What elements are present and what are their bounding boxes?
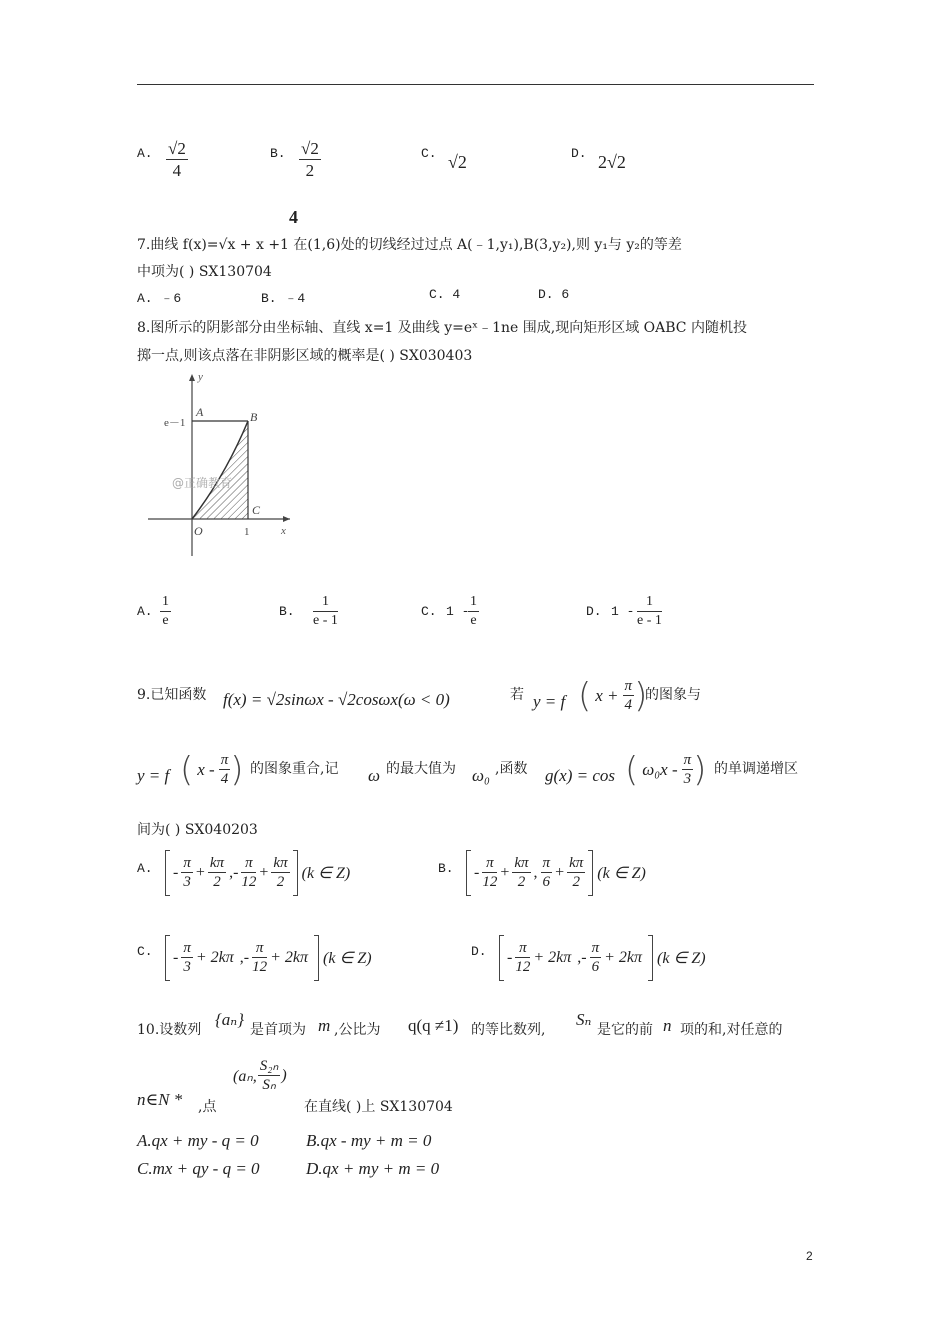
x-axis-label: x: [281, 525, 286, 537]
q8-option-b-label: B.: [279, 604, 295, 619]
right-bracket: [648, 935, 653, 981]
q8-option-a-value: $\frac{1}{e}$: [162, 594, 169, 628]
q8-option-c-label: C.: [421, 604, 437, 619]
q9-pi-over-4: $\frac{\pi}{4}$: [624, 677, 633, 713]
q9-tail3: 的最大值为: [386, 761, 456, 777]
q10-sequence: {aₙ}: [215, 1010, 244, 1029]
left-paren: (: [180, 750, 194, 790]
q6-option-b-label: B.: [270, 146, 286, 161]
point-c-label: C: [252, 503, 261, 517]
q8-option-d-prefix: 1 -: [611, 604, 635, 619]
left-paren: (: [578, 676, 592, 716]
q10-option-b: B.qx - my + m = 0: [306, 1131, 432, 1150]
y-axis-label: y: [198, 371, 203, 383]
q6-option-d-label: D.: [571, 146, 587, 161]
q10-n: n: [663, 1016, 672, 1035]
q7-question-line1: 7.曲线 f(x)=√x + x +1 在(1,6)处的切线经过过点 A(﹣1,y₁),B(3,y₂),则 y₁与 y₂的等差: [137, 237, 682, 253]
q9-option-d-value: - $\frac{\pi}{12}$ + 2kπ ,- $\frac{\pi}{6}$ + 2kπ (k ∈ Z): [499, 935, 706, 981]
x-one-label: 1: [244, 526, 250, 538]
q9-tail4: ,函数: [495, 761, 528, 777]
left-paren: (: [625, 750, 639, 790]
q10-intro: 10.设数列: [137, 1022, 202, 1038]
q9-g-arg-group: [625, 750, 706, 790]
q9-if: 若: [510, 687, 524, 703]
q7-option-d: D. 6: [538, 287, 570, 302]
q9-omega: ω: [368, 766, 381, 785]
q10-m: m: [318, 1016, 331, 1035]
q9-option-b-label: B.: [438, 861, 454, 876]
q9-function: f(x) = √2sinωx - √2cosωx(ω < 0): [223, 690, 450, 709]
x-axis-arrow: [283, 516, 290, 522]
q9-shift-plus-group: [578, 676, 647, 716]
q9-omega0: ω₀: [472, 766, 490, 785]
left-bracket: [165, 850, 170, 896]
q9-g-cos: g(x) = cos: [545, 766, 616, 785]
q7-question-line2: 中项为( ) SX130704: [137, 264, 272, 280]
right-paren: ): [634, 676, 648, 716]
q10-text-1: 是首项为: [250, 1022, 306, 1038]
q7-option-c: C. 4: [429, 287, 461, 302]
q9-tail2: 的图象重合,记: [250, 761, 339, 777]
q8-option-d-value: $\frac{1}{e - 1}$: [637, 594, 662, 628]
q9-option-a-label: A.: [137, 861, 153, 876]
right-bracket: [293, 850, 298, 896]
q9-pi-over-3: $\frac{\pi}{3}$: [683, 751, 692, 787]
q8-question-line2: 掷一点,则该点落在非阴影区域的概率是( ) SX030403: [137, 348, 473, 364]
q6-option-b-value: $\frac{√2}{2}$: [301, 139, 319, 181]
q10-text-6: ,点: [198, 1099, 217, 1115]
header-rule: [137, 84, 814, 85]
q6-option-c-value: √2: [448, 152, 467, 172]
q9-shift-minus: x -: [197, 760, 215, 779]
q9-shift-minus-group: [180, 750, 244, 790]
q10-option-c: C.mx + qy - q = 0: [137, 1159, 260, 1178]
q9-y-eq-2: y = f: [137, 766, 170, 785]
q9-option-c-value: - $\frac{\pi}{3}$ + 2kπ ,- $\frac{\pi}{12}$ + 2kπ (k ∈ Z): [165, 935, 372, 981]
q9-option-b-value: - $\frac{\pi}{12}$ + $\frac{k\pi}{2}$ , $\frac{\pi}{6}$ + $\frac{k\pi}{2}$ (k ∈ Z): [466, 850, 646, 896]
q10-text-4: 是它的前: [597, 1022, 653, 1038]
q6-option-a-value: $\frac{√2}{4}$: [168, 139, 186, 181]
page-number: 2: [806, 1249, 813, 1263]
q7-option-a: A. ﹣6: [137, 291, 182, 306]
right-paren: ): [693, 750, 707, 790]
q10-n-in-n: n∈N *: [137, 1090, 183, 1109]
q10-sn: Sₙ: [576, 1010, 592, 1029]
q8-option-d-label: D.: [586, 604, 602, 619]
q10-option-a: A.qx + my - q = 0: [137, 1131, 259, 1150]
q8-question-line1: 8.图所示的阴影部分由坐标轴、直线 x=1 及曲线 y=eˣ﹣1ne 围成,现向矩形区域 OABC 内随机投: [137, 320, 747, 336]
left-bracket: [466, 850, 471, 896]
e-minus-1-label: e－1: [164, 417, 186, 429]
q9-y-eq-1: y = f: [533, 692, 566, 711]
left-bracket: [499, 935, 504, 981]
q9-option-d-label: D.: [471, 944, 487, 959]
watermark: @正确教育: [172, 476, 233, 490]
right-paren: ): [230, 750, 244, 790]
shaded-region: [192, 421, 248, 519]
q9-tail5: 的单调递增区: [714, 761, 798, 777]
q10-q: q(q ≠1): [408, 1016, 459, 1035]
q8-option-a-label: A.: [137, 604, 153, 619]
origin-label: O: [194, 524, 203, 538]
q9-option-a-value: - $\frac{\pi}{3}$ + $\frac{k\pi}{2}$ ,- $\frac{\pi}{12}$ + $\frac{k\pi}{2}$ (k ∈ Z): [165, 850, 350, 896]
q8-figure: [140, 366, 300, 566]
q6-option-a-label: A.: [137, 146, 153, 161]
q9-pi-over-4-b: $\frac{\pi}{4}$: [220, 751, 229, 787]
y-axis-arrow: [189, 374, 195, 381]
q9-line3: 间为( ) SX040203: [137, 822, 258, 838]
right-bracket: [314, 935, 319, 981]
q10-point: (aₙ, $\frac{\text{S₂ₙ}}{\text{Sₙ}}$ ): [233, 1058, 287, 1093]
q8-option-c-prefix: 1 -: [446, 604, 470, 619]
q10-option-d: D.qx + my + m = 0: [306, 1159, 440, 1178]
left-bracket: [165, 935, 170, 981]
q10-text-3: 的等比数列,: [471, 1022, 546, 1038]
q7-fraction-numerator: 4: [289, 207, 298, 227]
point-a-label: A: [196, 405, 204, 419]
q9-g-arg: ω₀x -: [642, 760, 678, 779]
q10-text-7: 在直线( )上 SX130704: [304, 1099, 453, 1115]
right-bracket: [588, 850, 593, 896]
q10-text-5: 项的和,对任意的: [680, 1022, 783, 1038]
q8-option-b-value: $\frac{1}{e - 1}$: [313, 594, 338, 628]
q6-option-c-label: C.: [421, 146, 437, 161]
q6-option-d-value: 2√2: [598, 152, 626, 172]
q9-intro: 9.已知函数: [137, 687, 207, 703]
q9-shift-plus: x +: [595, 686, 619, 705]
q10-text-2: ,公比为: [334, 1022, 381, 1038]
q9-option-c-label: C.: [137, 944, 153, 959]
q7-option-b: B. ﹣4: [261, 291, 306, 306]
q9-tail1: 的图象与: [645, 687, 701, 703]
point-b-label: B: [250, 410, 258, 424]
q8-option-c-value: $\frac{1}{e}$: [470, 594, 477, 628]
